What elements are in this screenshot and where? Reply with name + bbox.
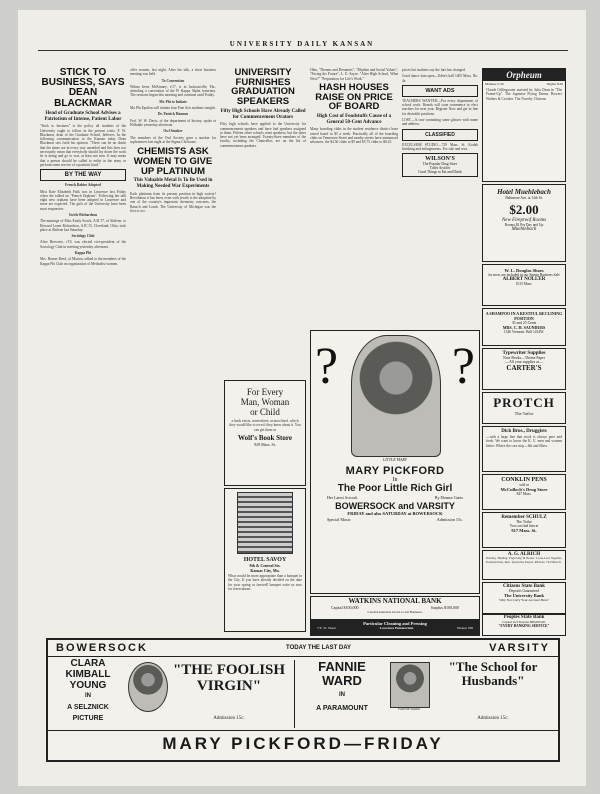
dick-bros-ad: Dick Bros., Druggists —with a large line that stock is always pure and fresh. We want to know the K. U. men and women better. Where the cars stop—6th and Mass. <box>482 426 566 472</box>
wilsons-ad: WILSON'S The Popular Drug Store Toilet Articles Good Things to Eat and Drink <box>402 153 478 177</box>
column-5-top: prices but students say the fare has changed. Good dance data open—Eden's hall 1405 Mass. No. 4a. <box>402 68 478 83</box>
headline-graduation: UNIVERSITY FURNISHES GRADUATION SPEAKERS <box>231 68 295 108</box>
subhead-graduation: Fifty High Schools Have Already Called for Commencement Orators <box>220 108 306 120</box>
hotel-image <box>237 492 293 554</box>
article-blackmar: "Stick to business" is the policy all students of the University ought to follow in the present crisis, F. W. Blackmar, dean of the Graduate School, believes. In the following communication to the Kansan today Dean Blackmar sets forth his opinion. "There can be no doubt that the times are in every way unsettled and this does not necessarily mean that everybody should lay down the work he is doing and go to war, at least not now. It may mean that a person should be called to enlist in the army or perform some service of a patriotic kind." <box>40 124 126 167</box>
want-ads-title: WANT ADS <box>402 85 478 97</box>
fannie-ward-block: FANNIE WARD IN A PARAMOUNT <box>316 659 368 712</box>
alrich-ad: A. G. ALRICH Printing, Binding, Engraving & Books, Loose-Leaf Supplies, Fountain Pens, Inks, Typewriter Papers, Ribbons. 744 Mass St. <box>482 550 566 580</box>
store-address: 929 Mass. St. <box>254 441 276 447</box>
question-mark-right-icon: ? <box>451 338 475 395</box>
store-name: Wolf's Book Store <box>238 433 292 442</box>
ad-line: For Every <box>246 387 284 397</box>
classified-title: CLASSIFIED <box>402 129 478 141</box>
wolfs-book-store-ad <box>224 380 306 486</box>
pickford-in: In <box>392 477 398 483</box>
hotel-body: What would be more appropriate than a banquet in the City. If you have already decided on the date for your spring or farewell banquet write us now for reservations. <box>228 574 302 591</box>
masthead-rule <box>38 50 568 51</box>
orpheum-ad: Orpheum Matinee 2:30 Nights 8:20 Claude Gillingwater assisted by Julia Dean in "The Frame-Up". The Japanese Flying Dunns. Bowers Walters & Crooker. The Novelty Clintons. <box>482 68 566 182</box>
pickford-friday-footer: MARY PICKFORD—FRIDAY <box>48 730 558 757</box>
item-title: Sociology Club <box>71 234 95 239</box>
headline-hash-houses: HASH HOUSES RAISE ON PRICE OF BOARD <box>315 81 393 113</box>
subhead-hash-houses: High Cost of Foodstuffs Cause of a General 50-Cent Advance <box>316 113 392 125</box>
hotel-address: 9th & Central Sts. <box>249 563 281 568</box>
conklin-pens-ad: CONKLIN PENS sold at McCulloch's Drug Store 847 Mass. <box>482 474 566 510</box>
watkins-bank-ad: WATKINS NATIONAL BANK Capital $100,000 Surplus $100,000 Careful Attention Given to All Business. <box>310 596 480 620</box>
column-4-intro: Ohio, "Dreams and Dreamers"; "Rhythm and Social Values"; "Facing the Future"; L. E. Sayre: "After High School, What Next?" "Preparation for Life's Work." <box>310 68 398 81</box>
pickford-film: The Poor Little Rich Girl <box>337 483 453 494</box>
today-banner: TODAY THE LAST DAY <box>286 645 352 651</box>
school-for-husbands-title: "The School for Husbands" <box>448 659 538 688</box>
masthead: UNIVERSITY DAILY KANSAN <box>229 40 375 48</box>
headline-blackmar: STICK TO BUSINESS, SAYS DEAN BLACKMAR <box>41 68 125 109</box>
citizens-bank-ad: Citizens State Bank Deposits Guaranteed The University Bank Why Not Carry Your Account Here? <box>482 582 566 614</box>
column-4 <box>310 68 398 328</box>
item-body: Miss Kate Elizabeth Falls was in Lawrence last Friday when she talked on "French Orphans". Following her talk eight new orphans have been adopted in Lawrence and more are expected. The girls of the University have been most responsive. <box>40 189 126 211</box>
muehlebach-price: $2.00 <box>509 202 539 217</box>
newspaper-page <box>18 10 586 786</box>
orpheum-title: Orpheum <box>483 69 565 81</box>
admission-1: Admission 15c. <box>213 716 245 721</box>
item-title: Kappa Phi <box>74 251 92 256</box>
peoples-bank-ad: Peoples State Bank Capital and Surplus $88,000.00. "EVERY BANKING SERVICE" <box>482 614 566 636</box>
bowersock-varsity-banner-ad <box>46 638 560 762</box>
article-graduation: Fifty high schools have applied to the University for commencement speakers and have had speakers assigned to them. Fifteen other schools want speakers, but the dates have not yet been arranged. Twenty-three members of the faculty, including the Chancellor, are on the list of commencement speakers. <box>220 122 306 148</box>
subhead-blackmar: Head of Graduate School Advises a Patriotism of Intense, Patient Labor <box>44 110 122 122</box>
pickford-days: FRIDAY and also SATURDAY at BOWERSOCK <box>347 511 443 516</box>
section-by-the-way: BY THE WAY <box>40 169 126 181</box>
bowersock-label: BOWERSOCK <box>56 642 148 654</box>
column-1 <box>40 68 126 630</box>
hotel-name: HOTEL SAVOY <box>243 557 287 563</box>
pickford-theaters: BOWERSOCK and VARSITY <box>335 501 455 511</box>
pantatorium-ad: Particular Cleaning and Pressing 7 E. W. Street Lawrence Pantatorium Phones 508 <box>310 620 480 636</box>
column-2 <box>130 68 216 630</box>
foolish-virgin-title: "THE FOOLISH VIRGIN" <box>172 662 286 694</box>
want-ads-body: TEACHERS WANTED—For every department of school work. Boards will soon commence to elect teachers for next year. Register Now and get in line for desirable positions. LOST—A case containing some glasses with name and address. <box>402 98 478 127</box>
hotel-muehlebach-ad: Hotel Muehlebach Baltimore Ave. at 12th St. $2.00 New Fireproof Rooms Rooms $2 Per Day and Up Muehlebach <box>482 184 566 262</box>
article-platinum: Each platinum from its present position in high society! Revolution it has been, even with jewels is the adoption by one of the country's important chemistry concerns, the Bausch and Lomb. The University of Michigan was the first to act. <box>130 191 216 213</box>
wilsons-name: WILSON'S <box>425 156 455 163</box>
muehlebach-title: Hotel Muehlebach <box>497 188 551 196</box>
classified-body: EXCELSIOR STUDIO—729 Mass. St. Kodak finishing and enlargements. For sale and rent. <box>402 142 478 151</box>
schulz-tailor-ad: Remember SCHULZ The Tailor You can find him at 917 Mass. St. <box>482 512 566 548</box>
typewriter-supplies-ad: Typewriter Supplies Note Books—Theme Paper —All your supplies at— CARTER'S <box>482 348 566 390</box>
ad-body: a book exists, somewhere, at most kind, which they would like to own if they knew about it. You can get them at <box>229 419 301 432</box>
item-title: Swick-Richardson <box>68 213 98 217</box>
douglas-shoes-ad: W. L. Douglas Shoes for men, are included in our Spring Business Sale ALBERT NOLLER 1015 Mass. <box>482 264 566 306</box>
column-5 <box>402 68 478 328</box>
varsity-label: VARSITY <box>489 642 550 654</box>
clara-young-portrait <box>128 662 168 712</box>
pickford-portrait <box>351 335 441 457</box>
headline-platinum: CHEMISTS ASK WOMEN TO GIVE UP PLATINUM <box>133 146 213 177</box>
fannie-ward-caption: FANNIE WARD <box>398 707 420 711</box>
item-body: Alice Brewster, c'19, was elected vice-president of the Sociology Club in meeting yesterday afternoon. <box>40 240 126 249</box>
orpheum-body: Claude Gillingwater assisted by Julia Dean in "The Frame-Up". The Japanese Flying Dunns. Bowers Walters & Crooker. The Novelty Clintons. <box>486 88 562 101</box>
pickford-name: MARY PICKFORD <box>345 465 445 477</box>
hotel-savoy-ad <box>224 488 306 632</box>
article-hash-houses: Many boarding clubs in the student residence district have raised board to $5 a week. Practically all of the boarding clubs on Tennessee Street and nearby streets have announced advances, the $4.50 clubs to $5 and $5.75 clubs to $6.25. <box>310 127 398 145</box>
item-title: French Babies Adopted <box>65 183 101 188</box>
fannie-ward-portrait <box>390 662 430 708</box>
column-2-notes: offer women, last night. After the talk, a short business meeting was held. To Convention Wilma Irene McKinney, e'17, is in Jacksonville, Fla., attending a convention of the Pi Kappa Alpha fraternity. The sessions began this morning and continue until Friday. Mr. Phi to Initiate Mu Phi Epsilon will initiate four Fine Arts students tonight. Dr. Patrick Hannon Prof. W. W. Davis, of the department of history, spoke at Hillsdale yesterday afternoon. Owl Smoker The members of the Owl Society gave a smoker for sophomores last night at the Sigma Chi house. <box>130 68 216 144</box>
item-body: Mrs. Homer Reed, of Marion, talked to the members of the Kappa Phi Club on organization of Methodist women. <box>40 257 126 266</box>
shampoo-ad: A SHAMPOO IN A RESTFUL RECLINING POSITION 35 and 25 Cents MRS. C. H. SAUNDERS 1346 Vermont. Bell 1414W. <box>482 308 566 346</box>
question-mark-left-icon: ? <box>315 338 339 395</box>
divider <box>294 660 295 728</box>
ad-line: Man, Woman <box>240 397 290 407</box>
clara-young-block: CLARA KIMBALL YOUNG IN A SELZNICK PICTURE <box>65 658 111 722</box>
protch-ad: PROTCH The Tailor <box>482 392 566 424</box>
ad-line: or Child <box>250 407 280 417</box>
portrait-caption: LITTLE MARY <box>382 457 408 462</box>
subhead-platinum: This Valuable Metal Is To Be Used in Making Needed War Experiments <box>133 178 213 189</box>
hotel-city: Kansas City, Mo. <box>250 568 280 573</box>
item-body: The marriage of Miss Emily Swick, A.B.'17, of Abilene, to Howard Loren Richardson, A.B.'15, Cleveland, Ohio, took place at Abilene last Saturday. <box>40 219 126 232</box>
pickford-poor-little-rich-girl-ad: ? ? LITTLE MARY MARY PICKFORD In The Poor Little Rich Girl Her Latest Artcraft. By Eleanor Gates BOWERSOCK and VARSITY FRIDAY and also SATURDAY at BOWERSOCK Special Music Admission 15c. <box>310 330 480 594</box>
admission-2: Admission 15c. <box>477 716 509 721</box>
by-the-way-items <box>40 183 126 266</box>
